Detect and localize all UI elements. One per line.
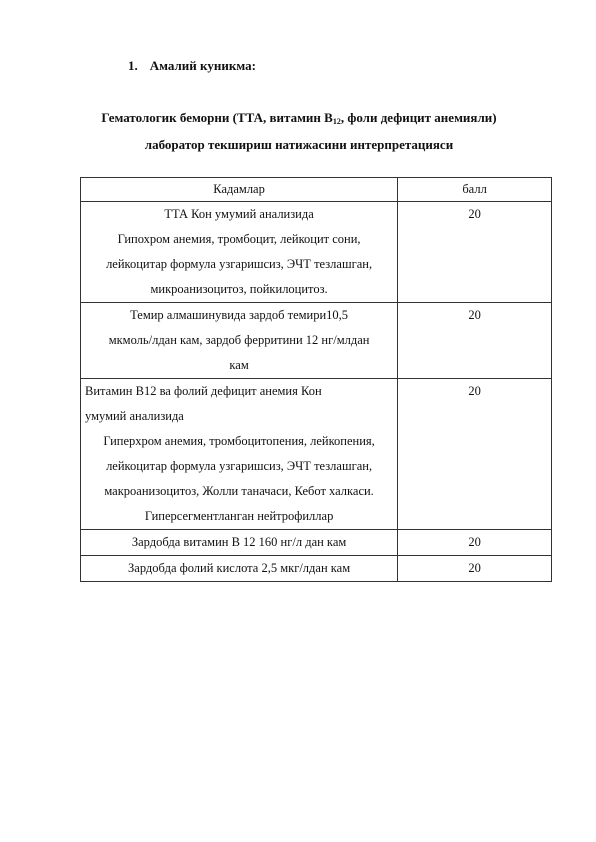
header-score: балл — [398, 178, 552, 202]
header-steps: Кадамлар — [81, 178, 398, 202]
step-cell — [81, 556, 398, 582]
step-line: Витамин В12 ва фолий дефицит анемия Кон — [85, 384, 322, 398]
step-cell — [81, 303, 398, 379]
title-line-1-start: Гематологик беморни (ТТА, витамин В — [101, 110, 333, 125]
step-line: макроанизоцитоз, Жолли таначаси, Кебот халкаси. — [104, 484, 374, 498]
step-line: микроанизоцитоз, пойкилоцитоз. — [150, 282, 328, 296]
step-cell — [81, 530, 398, 556]
score-cell: 20 — [398, 530, 552, 556]
step-cell — [81, 379, 398, 530]
document-title — [80, 104, 518, 158]
step-line: кам — [229, 358, 249, 372]
score-cell: 20 — [398, 202, 552, 303]
step-line: Зардобда витамин В 12 160 нг/л дан кам — [131, 535, 347, 549]
step-line: умумий анализида — [85, 409, 184, 423]
score-cell: 20 — [398, 303, 552, 379]
step-line: Гипохром анемия, тромбоцит, лейкоцит сони, — [117, 232, 361, 246]
table-row — [81, 303, 552, 379]
table-row — [81, 379, 552, 530]
assessment-table — [80, 177, 552, 582]
title-line-1 — [80, 104, 518, 131]
step-line: Гиперхром анемия, тромбоцитопения, лейкопения, — [103, 434, 375, 448]
table-header-row — [81, 178, 552, 202]
table-row — [81, 202, 552, 303]
section-number: 1. — [128, 58, 138, 73]
step-line: Гиперсегментланган нейтрофиллар — [144, 509, 334, 523]
score-cell: 20 — [398, 556, 552, 582]
title-subscript: 12 — [332, 117, 341, 126]
step-line: ТТА Кон умумий анализида — [164, 207, 314, 221]
title-line-2: лаборатор текшириш натижасини интерпретацияси — [144, 137, 454, 152]
title-line-1-end: , фоли дефицит анемияли) — [340, 110, 497, 125]
section-heading — [128, 58, 256, 74]
step-line: Темир алмашинувида зардоб темири10,5 — [130, 308, 349, 322]
table-row — [81, 530, 552, 556]
table-row — [81, 556, 552, 582]
step-line: лейкоцитар формула узгаришсиз, ЭЧТ тезлашган, — [106, 257, 373, 271]
step-line: лейкоцитар формула узгаришсиз, ЭЧТ тезлашган, — [106, 459, 373, 473]
score-cell: 20 — [398, 379, 552, 530]
step-cell — [81, 202, 398, 303]
step-line: Зардобда фолий кислота 2,5 мкг/лдан кам — [128, 561, 351, 575]
section-label: Амалий куникма: — [149, 58, 256, 73]
step-line: мкмоль/лдан кам, зардоб ферритини 12 нг/млдан — [108, 333, 370, 347]
